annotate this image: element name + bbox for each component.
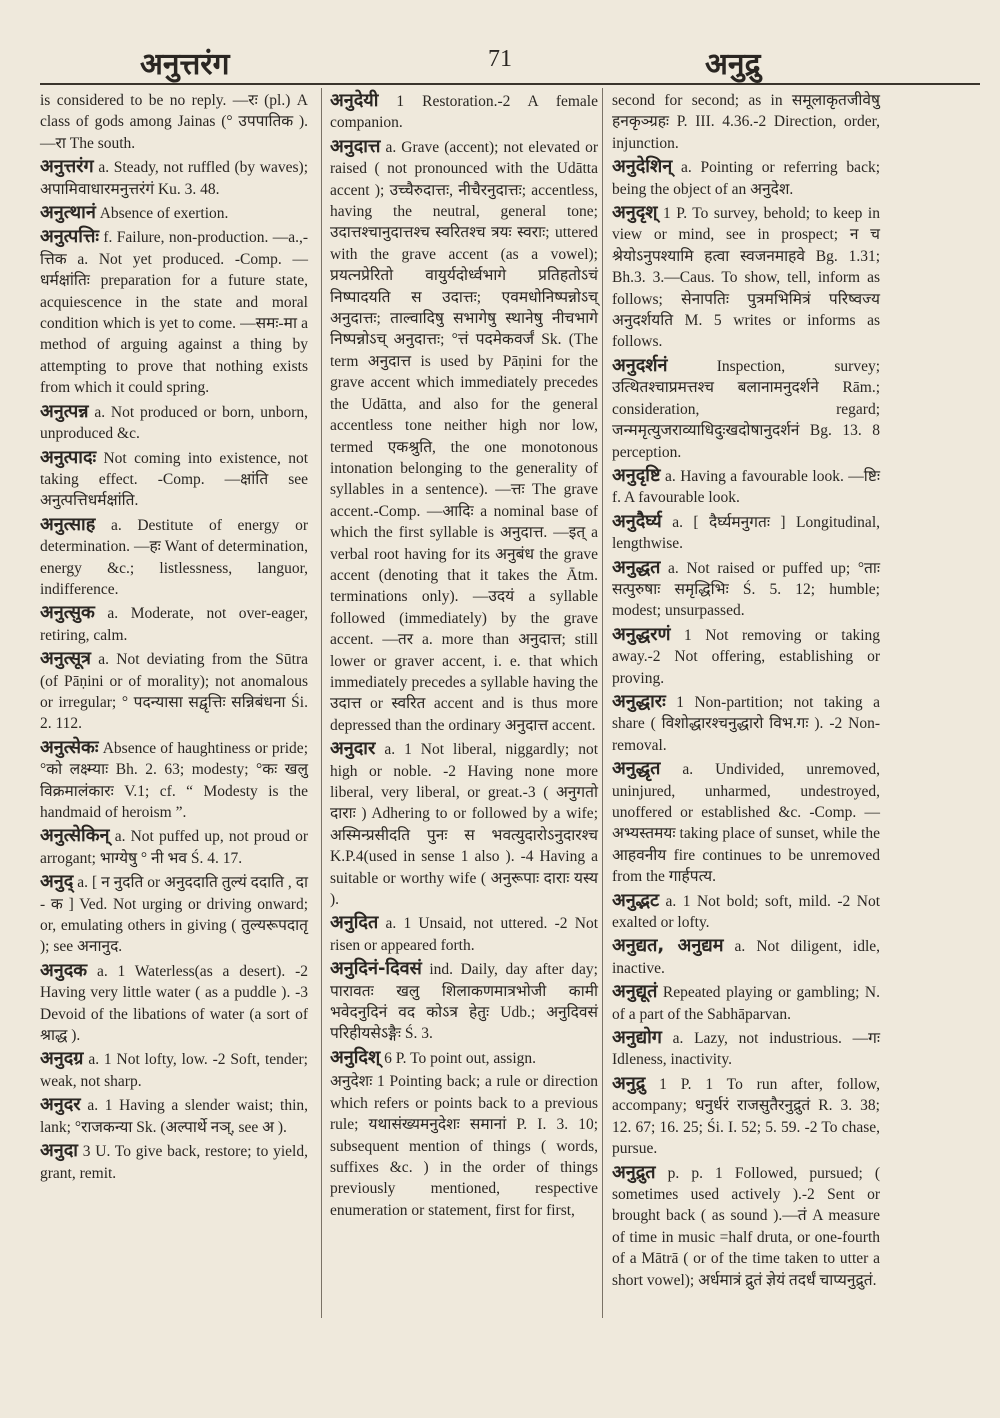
- definition-text: f. Failure, non-production. —a.,-त्तिक a. Not yet produced. -Comp. —धर्मक्षांतिः preparation for a future state, acquiescence in the state and moral condition which is yet to come. —समः-मा a method of arguing against a thing by attempting to prove that nothing exists from which it could spring.: [40, 229, 308, 397]
- column-3: [612, 90, 880, 1293]
- dictionary-entry: [40, 447, 308, 512]
- headword: अनुदेयी: [330, 90, 379, 111]
- dictionary-entry: [40, 602, 308, 646]
- headword: अनुद्योग: [612, 1027, 662, 1049]
- dictionary-entry: [330, 738, 598, 910]
- dictionary-entry: [40, 1048, 308, 1092]
- dictionary-entry: [612, 465, 880, 509]
- dictionary-entry: [40, 1140, 308, 1184]
- headword: अनुद्यत, अनुद्यम: [612, 935, 724, 957]
- headword: अनुदृष्टि: [612, 464, 661, 486]
- headword: अनुदग्र: [40, 1048, 84, 1070]
- dictionary-entry: [330, 90, 598, 134]
- dictionary-entry: [40, 156, 308, 200]
- dictionary-entry: [612, 624, 880, 689]
- column-divider-1: [321, 88, 322, 1318]
- headword: अनुदैर्घ्य: [612, 510, 662, 532]
- definition-text: 1 Non-partition; not taking a share ( विशोद्धारश्चनुद्धारो विभ.गः ). -2 Non-removal.: [612, 693, 880, 754]
- definition-text: Not coming into existence, not taking effect. -Comp. —क्षांति see अनुत्पत्तिधर्मक्षांति.: [40, 449, 308, 510]
- dictionary-entry: [40, 825, 308, 869]
- dictionary-entry: [40, 737, 308, 824]
- headword: अनुत्सेकः: [40, 736, 99, 758]
- definition-text: a. 1 Having a slender waist; thin, lank; °राजकन्या Sk. (अल्पार्थे नञ्, see अ ).: [40, 1097, 308, 1136]
- headword: अनुदक: [40, 959, 88, 981]
- dictionary-entry: [612, 935, 880, 979]
- dictionary-entry: [612, 355, 880, 463]
- headword: अनुद्धृत: [612, 758, 661, 780]
- definition-text: a. Moderate, not over-eager, retiring, calm.: [40, 605, 309, 644]
- dictionary-entry: [330, 958, 598, 1045]
- headword: अनुत्तरंग: [40, 156, 94, 178]
- dictionary-entry: [612, 1162, 880, 1291]
- headword: अनुद्धारः: [612, 690, 666, 712]
- headword: अनुद्रुत: [612, 1161, 656, 1183]
- definition-text: a. Not puffed up, not proud or arrogant; भाग्येषु ° नी भव Ś. 4. 17.: [40, 828, 309, 867]
- dictionary-entry: [40, 401, 308, 445]
- dictionary-entry: [40, 514, 308, 601]
- definition-text: a. [ न नुदति or अनुददाति तुल्यं ददाति , दा - क ] Ved. Not urging or driving onward; or, emulating others in giving ( तुल्यरूपदातृ ); see अनानुद.: [40, 874, 308, 956]
- dictionary-entry: [612, 557, 880, 622]
- definition-text: a. Not diligent, idle, inactive.: [612, 938, 880, 977]
- headword: अनुदा: [40, 1140, 78, 1162]
- headword: अनुदेशिन्: [612, 156, 673, 178]
- dictionary-entry: [612, 156, 880, 200]
- headword: अनुद्यूतं: [612, 981, 658, 1003]
- definition-text: a. Lazy, not industrious. —गः Idleness, inactivity.: [612, 1030, 880, 1069]
- right-guide-word: अनुद्रु: [705, 47, 761, 82]
- dictionary-entry: [330, 912, 598, 956]
- definition-text: a. Having a favourable look. —ष्टिः f. A favourable look.: [612, 467, 880, 507]
- headword: अनुदिश्: [330, 1046, 381, 1068]
- dictionary-entry: [612, 758, 880, 887]
- definition-text: अनुदेशः 1 Pointing back; a rule or direction which refers or points back to a previous rule; यथासंख्यमनुदेशः समानां P. I. 3. 10; subsequent mention of things ( words, suffixes &c. ) in the order of things previously mentioned, respective enumeration or statement, first for first,: [330, 1073, 598, 1219]
- definition-text: 1 Not removing or taking away.-2 Not offering, establishing or proving.: [612, 626, 881, 687]
- headword: अनुदर: [40, 1094, 81, 1116]
- definition-text: 1 P. 1 To run after, follow, accompany; धनुर्धरं राजसुतैरनुद्रुतं R. 3. 38; 12. 67; 16. 25; Śi. I. 52; 5. 59. -2 To chase, pursue.: [612, 1075, 880, 1158]
- definition-text: Absence of haughtiness or pride; °को लक्ष्म्याः Bh. 2. 63; modesty; °कः खलु विक्रमालंकारः V.1; cf. “ Modesty is the handmaid of heroism ”.: [40, 739, 308, 821]
- headword: अनुद्भट: [612, 889, 660, 911]
- definition-text: 6 P. To point out, assign.: [384, 1049, 537, 1067]
- left-guide-word: अनुत्तरंग: [140, 47, 230, 82]
- definition-text: a. Grave (accent); not elevated or raised ( not pronounced with the Udātta accent ); उच्चैरुदात्तः, नीचैरनुदात्तः; accentless, having the neutral, general tone; उदात्तश्चानुदात्तश्च स्वरितश्च त्रयः स्वराः; uttered with the grave accent (as a vowel); प्रयत्नप्रेरितो वायुर्यदोर्ध्वभागे प्रतिहतोऽचं निष्पादयति स उदात्तः; एवमधोनिष्पन्नोऽच् अनुदात्तः; ताल्वादिषु सभागेषु स्थानेषु नीचभागे निष्पन्नोऽच् अनुदात्तः; °त्तं पदमेकवर्जं Sk. (The term अनुदात्त is used by Pāṇini for the grave accent which immediately precedes the Udātta, and also for the general accentless tone neither high nor low, termed एकश्रुति, the one monotonous intonation belonging to the generality of syllables in a sentence). —त्तः The grave accent.-Comp. —आदिः a nominal base of which the first syllable is अनुदात्त. —इत् a verbal root having for its अनुबंध the grave accent (denoting that it takes the Ātm. terminations only). —उदयं a syllable followed (immediately) by the grave accent. —तर a. more than अनुदात्त; still lower or graver accent, i. e. that which immediately precedes a syllable having the उदात्त or स्वरित accent and is thus more depressed than the ordinary अनुदात्त accent.: [330, 138, 598, 734]
- definition-text: a. Steady, not ruffled (by waves); अपामिवाधारमनुत्तरंगं Ku. 3. 48.: [40, 159, 308, 198]
- definition-text: 1 Restoration.-2 A female companion.: [330, 93, 598, 132]
- dictionary-entry: [612, 691, 880, 756]
- definition-text: 1 P. To survey, behold; to keep in view or mind, see in prospect; न च श्रेयोऽनुपश्यामि हत्वा स्वजनमाहवे Bg. 1.31; Bh.3. 3.—Caus. To show, tell, inform as follows; सेनापतिः पुत्रमभिमित्रं परिष्वज्य अनुदर्शयति M. 5 writes or informs as follows.: [612, 205, 880, 351]
- dictionary-entry: [612, 90, 880, 154]
- headword: अनुत्सेकिन्: [40, 825, 110, 847]
- dictionary-entry: [40, 226, 308, 398]
- definition-text: a. Not produced or born, unborn, unproduced &c.: [40, 403, 308, 443]
- headword: अनुदित: [330, 912, 379, 934]
- definition-text: a. 1 Unsaid, not uttered. -2 Not risen or appeared forth.: [330, 915, 599, 954]
- definition-text: a. Destitute of energy or determination. —हः Want of determination, energy &c.; listlessness, languor, indifference.: [40, 516, 308, 598]
- headword: अनुदार: [330, 738, 376, 760]
- column-1: [40, 90, 308, 1186]
- column-2: [330, 90, 598, 1223]
- headword: अनुदृश्: [612, 202, 658, 224]
- definition-text: a. Not deviating from the Sūtra (of Pāṇini or of morality); not anomalous or irregular; ° पदन्यासा सद्वृत्तिः सन्निबंधना Śi. 2. 112.: [40, 651, 309, 733]
- definition-text: a. 1 Not lofty, low. -2 Soft, tender; weak, not sharp.: [40, 1051, 308, 1090]
- dictionary-entry: [40, 648, 308, 735]
- definition-text: a. 1 Not liberal, niggardly; not high or noble. -2 Having none more liberal, very liberal, or great.-3 ( अनुगतो दाराः ) Adhering to or followed by a wife; अस्मिन्प्रसीदति पुनः स भवत्युदारोऽनुदारश्च K.P.4(used in sense 1 also ). -4 Having a suitable or worthy wife ( अनुरूपाः दाराः यस्य ).: [330, 741, 598, 909]
- definition-text: is considered to be no reply. —रः (pl.) A class of gods among Jainas (° उपपातिक ). —रा The south.: [40, 92, 308, 152]
- dictionary-entry: [612, 202, 880, 353]
- definition-text: second for second; as in समूलाकृतजीवेषु हनकृञ्ग्रहः P. III. 4.36.-2 Direction, order, injunction.: [612, 92, 880, 152]
- dictionary-entry: [612, 1073, 880, 1160]
- dictionary-entry: [40, 202, 308, 224]
- dictionary-entry: [40, 871, 308, 958]
- headword: अनुत्सूत्र: [40, 648, 91, 670]
- dictionary-entry: [40, 960, 308, 1047]
- definition-text: 3 U. To give back, restore; to yield, grant, remit.: [40, 1143, 308, 1182]
- definition-text: a. [ दैर्घ्यमनुगतः ] Longitudinal, lengthwise.: [612, 513, 880, 553]
- definition-text: a. Not raised or puffed up; °ताः सत्पुरुषाः समृद्धिभिः Ś. 5. 12; humble; modest; unsurpassed.: [612, 559, 881, 620]
- headword: अनुत्थानं: [40, 202, 96, 224]
- dictionary-entry: [40, 1094, 308, 1138]
- headword: अनुत्पत्तिः: [40, 226, 100, 248]
- headword: अनुद्धरणं: [612, 623, 671, 645]
- headword: अनुदात्त: [330, 135, 381, 157]
- headword: अनुद्रु: [612, 1072, 646, 1094]
- headword: अनुद्: [40, 871, 74, 893]
- dictionary-entry: [330, 1047, 598, 1069]
- definition-text: Absence of exertion.: [99, 205, 229, 223]
- headword: अनुत्पादः: [40, 446, 97, 468]
- dictionary-entry: [612, 981, 880, 1025]
- page-number: 71: [488, 46, 512, 72]
- definition-text: p. p. 1 Followed, pursued; ( sometimes used actively ).-2 Sent or brought back ( as sound ).—तं A measure of time in music =half druta, or one-fourth of a Mātrā ( or of the time taken to utter a short vowel); अर्धमात्रं द्रुतं ज्ञेयं तदर्धं चाप्यनुद्रुतं.: [612, 1164, 880, 1289]
- headword: अनुद्धत: [612, 556, 661, 578]
- definition-text: Inspection, survey; उत्थितश्चाप्रमत्तश्च बलानामनुदर्शने Rām.; consideration, regard; जन्ममृत्युजराव्याधिदुःखदोषानुदर्शनं Bg. 13. 8 perception.: [612, 357, 880, 461]
- headword: अनुत्साह: [40, 513, 96, 535]
- header-rule: [40, 83, 980, 85]
- dictionary-entry: [330, 1071, 598, 1221]
- dictionary-entry: [40, 90, 308, 154]
- definition-text: ind. Daily, day after day; पारावतः खलु शिलाकणमात्रभोजी कामी भवेदनुदिनं वद कोऽत्र हेतुः Udb.; अनुदिवसं परिहीयसेऽङ्गैः Ś. 3.: [330, 961, 598, 1043]
- dictionary-entry: [612, 1027, 880, 1071]
- definition-text: a. Pointing or referring back; being the object of an अनुदेश.: [612, 159, 881, 198]
- definition-text: a. Undivided, unremoved, uninjured, unharmed, undestroyed, unoffered or established &c. -Comp. —अभ्यस्तमयः taking place of sunset, while the आहवनीय fire continues to be unremoved from the गार्हपत्य.: [612, 761, 881, 886]
- dictionary-entry: [612, 511, 880, 555]
- column-divider-2: [602, 88, 603, 1318]
- dictionary-entry: [330, 136, 598, 736]
- definition-text: a. 1 Not bold; soft, mild. -2 Not exalted or lofty.: [612, 892, 881, 932]
- definition-text: Repeated playing or gambling; N. of a part of the Sabhāparvan.: [612, 984, 880, 1023]
- headword: अनुदिनं-दिवसं: [330, 958, 422, 980]
- definition-text: a. 1 Waterless(as a desert). -2 Having very little water ( as a puddle ). -3 Devoid of the libations of water (a sort of श्राद्ध ).: [40, 962, 308, 1045]
- dictionary-entry: [612, 890, 880, 934]
- headword: अनुदर्शनं: [612, 354, 668, 376]
- headword: अनुत्सुक: [40, 602, 95, 624]
- headword: अनुत्पन्न: [40, 400, 89, 422]
